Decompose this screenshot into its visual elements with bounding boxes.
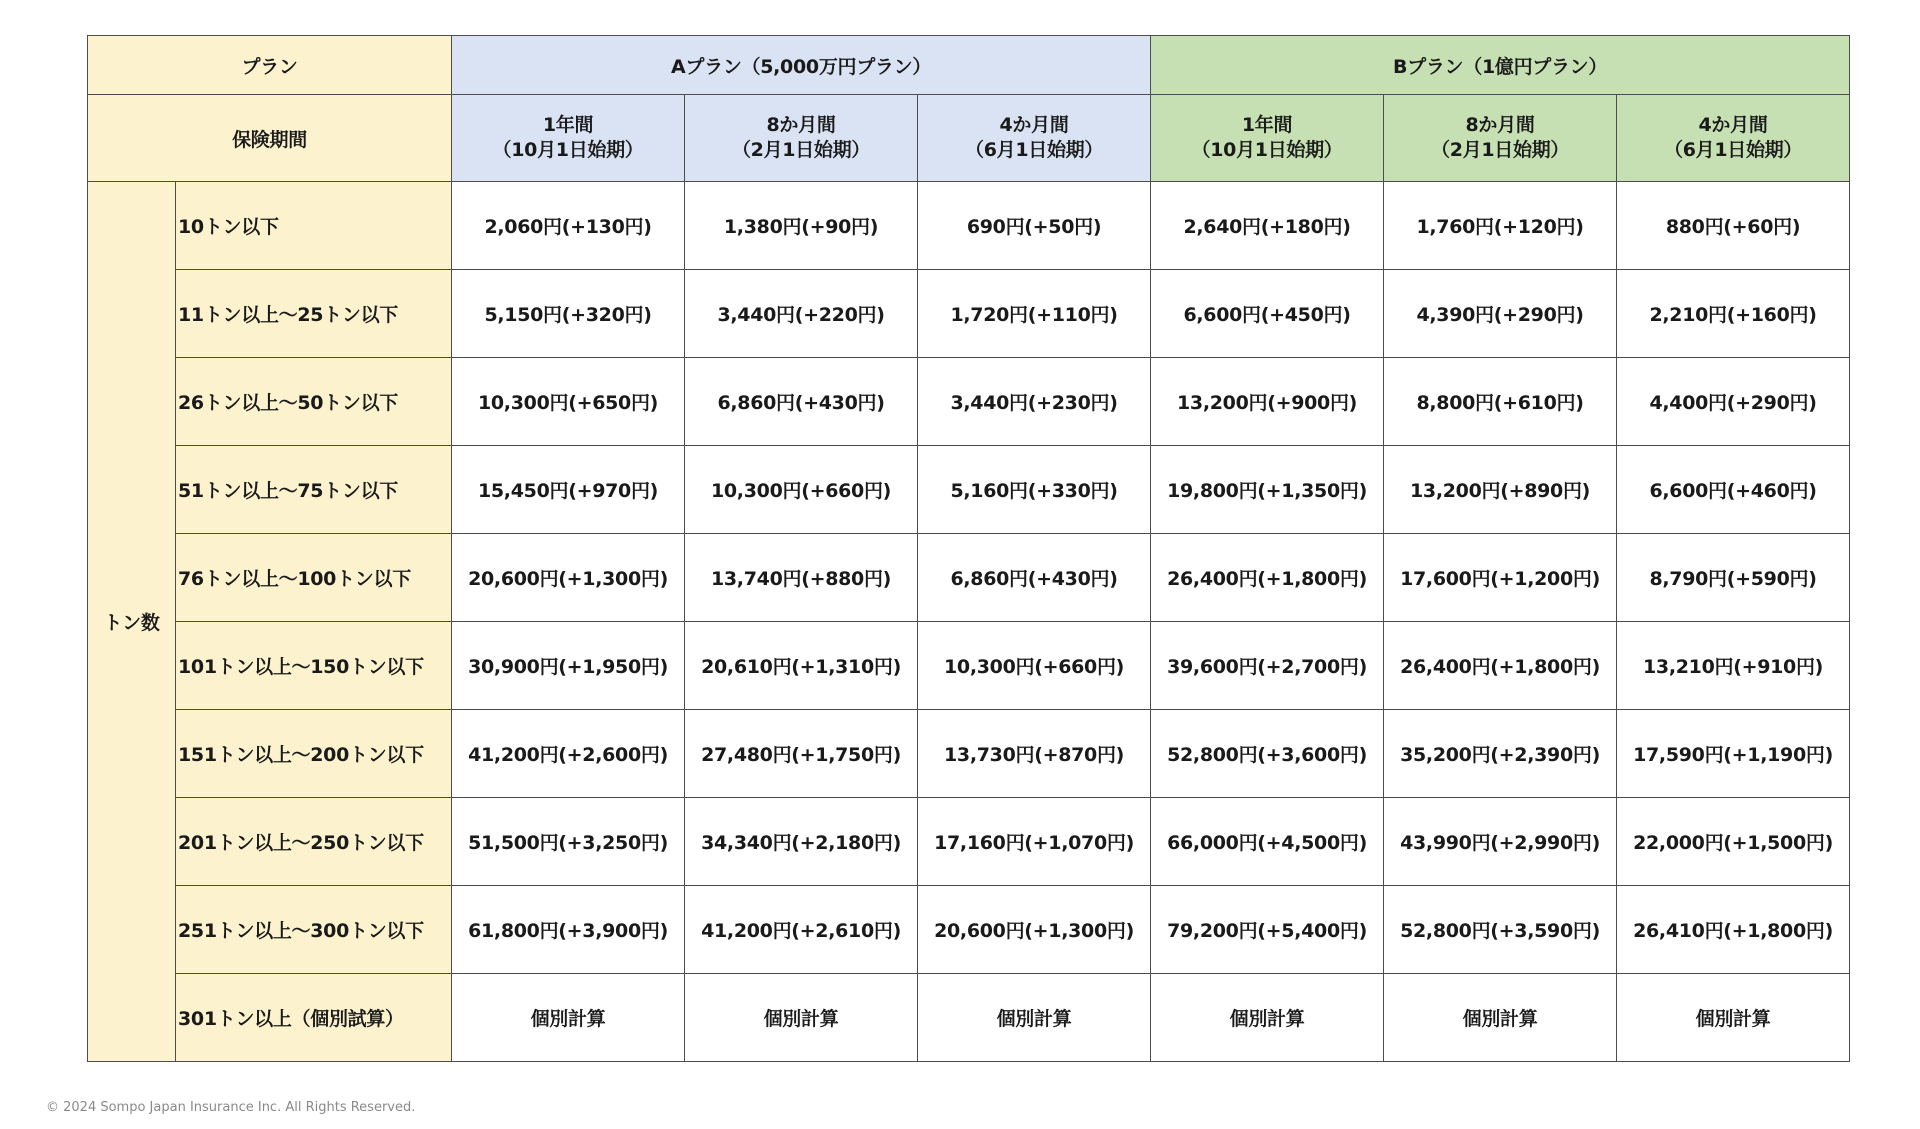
period-start: （2月1日始期） [731,139,871,161]
tonnage-range-label: 26トン以上～50トン以下 [176,358,452,446]
tonnage-range-label: 201トン以上～250トン以下 [176,798,452,886]
premium-cell: 51,500円(+3,250円) [452,798,685,886]
table-row [88,358,1850,446]
premium-cell: 26,400円(+1,800円) [1151,534,1384,622]
premium-cell: 個別計算 [1384,974,1617,1062]
period-start: （10月1日始期） [1191,139,1343,161]
plan-b-header: Bプラン（1億円プラン） [1151,36,1850,95]
tonnage-header-cell: トン数 [88,182,176,1062]
tonnage-range-label: 76トン以上～100トン以下 [176,534,452,622]
premium-cell: 13,730円(+870円) [918,710,1151,798]
tonnage-range-label: 11トン以上～25トン以下 [176,270,452,358]
period-duration: 1年間 [1241,114,1293,136]
period-duration: 4か月間 [999,114,1069,136]
premium-cell: 13,210円(+910円) [1617,622,1850,710]
premium-cell: 61,800円(+3,900円) [452,886,685,974]
premium-cell: 26,410円(+1,800円) [1617,886,1850,974]
table-row [88,886,1850,974]
period-header-cell: 保険期間 [88,95,452,182]
period-start: （6月1日始期） [965,139,1104,161]
premium-cell: 3,440円(+230円) [918,358,1151,446]
table-row [88,270,1850,358]
premium-cell: 個別計算 [452,974,685,1062]
plan-header-row [88,36,1850,95]
premium-cell: 79,200円(+5,400円) [1151,886,1384,974]
premium-cell: 1,760円(+120円) [1384,182,1617,270]
premium-cell: 20,600円(+1,300円) [918,886,1151,974]
premium-cell: 19,800円(+1,350円) [1151,446,1384,534]
period-header-row [88,95,1850,182]
tonnage-range-label: 101トン以上～150トン以下 [176,622,452,710]
table-row [88,622,1850,710]
premium-cell: 2,060円(+130円) [452,182,685,270]
premium-cell: 34,340円(+2,180円) [685,798,918,886]
tonnage-range-label: 10トン以下 [176,182,452,270]
period-start: （6月1日始期） [1664,139,1803,161]
copyright-notice: © 2024 Sompo Japan Insurance Inc. All Rights Reserved. [46,1100,416,1115]
premium-cell: 13,200円(+890円) [1384,446,1617,534]
premium-cell: 10,300円(+660円) [918,622,1151,710]
table-row [88,534,1850,622]
premium-cell: 15,450円(+970円) [452,446,685,534]
period-a-4months [918,95,1151,182]
premium-cell: 2,210円(+160円) [1617,270,1850,358]
premium-cell: 22,000円(+1,500円) [1617,798,1850,886]
premium-cell: 個別計算 [1151,974,1384,1062]
period-a-1year [452,95,685,182]
plan-a-header: Aプラン（5,000万円プラン） [452,36,1151,95]
premium-cell: 66,000円(+4,500円) [1151,798,1384,886]
premium-cell: 6,860円(+430円) [685,358,918,446]
premium-cell: 17,160円(+1,070円) [918,798,1151,886]
period-start: （2月1日始期） [1431,139,1570,161]
premium-cell: 17,590円(+1,190円) [1617,710,1850,798]
premium-cell: 13,200円(+900円) [1151,358,1384,446]
premium-cell: 39,600円(+2,700円) [1151,622,1384,710]
premium-cell: 10,300円(+660円) [685,446,918,534]
premium-cell: 20,600円(+1,300円) [452,534,685,622]
premium-cell: 1,380円(+90円) [685,182,918,270]
premium-cell: 41,200円(+2,610円) [685,886,918,974]
premium-cell: 個別計算 [1617,974,1850,1062]
premium-cell: 6,860円(+430円) [918,534,1151,622]
table-row [88,974,1850,1062]
period-b-8months [1384,95,1617,182]
premium-cell: 26,400円(+1,800円) [1384,622,1617,710]
tonnage-range-label: 51トン以上～75トン以下 [176,446,452,534]
premium-cell: 13,740円(+880円) [685,534,918,622]
premium-cell: 4,400円(+290円) [1617,358,1850,446]
tonnage-range-label: 301トン以上（個別試算） [176,974,452,1062]
premium-cell: 52,800円(+3,590円) [1384,886,1617,974]
period-duration: 4か月間 [1698,114,1768,136]
table-row [88,710,1850,798]
premium-cell: 35,200円(+2,390円) [1384,710,1617,798]
premium-cell: 6,600円(+460円) [1617,446,1850,534]
table-row [88,446,1850,534]
period-b-4months [1617,95,1850,182]
premium-cell: 個別計算 [918,974,1151,1062]
premium-cell: 3,440円(+220円) [685,270,918,358]
premium-cell: 690円(+50円) [918,182,1151,270]
premium-cell: 8,800円(+610円) [1384,358,1617,446]
period-duration: 1年間 [542,114,594,136]
plan-header-cell: プラン [88,36,452,95]
premium-cell: 30,900円(+1,950円) [452,622,685,710]
premium-cell: 6,600円(+450円) [1151,270,1384,358]
premium-cell: 52,800円(+3,600円) [1151,710,1384,798]
table-row [88,798,1850,886]
tonnage-range-label: 151トン以上～200トン以下 [176,710,452,798]
premium-cell: 20,610円(+1,310円) [685,622,918,710]
premium-cell: 10,300円(+650円) [452,358,685,446]
premium-cell: 43,990円(+2,990円) [1384,798,1617,886]
premium-cell: 4,390円(+290円) [1384,270,1617,358]
premium-cell: 個別計算 [685,974,918,1062]
premium-cell: 2,640円(+180円) [1151,182,1384,270]
tonnage-range-label: 251トン以上～300トン以下 [176,886,452,974]
table-row [88,182,1850,270]
premium-table [87,35,1850,1062]
period-a-8months [685,95,918,182]
premium-cell: 880円(+60円) [1617,182,1850,270]
premium-cell: 41,200円(+2,600円) [452,710,685,798]
period-b-1year [1151,95,1384,182]
premium-cell: 8,790円(+590円) [1617,534,1850,622]
period-duration: 8か月間 [766,114,836,136]
premium-cell: 5,150円(+320円) [452,270,685,358]
period-duration: 8か月間 [1465,114,1535,136]
period-start: （10月1日始期） [492,139,644,161]
premium-cell: 1,720円(+110円) [918,270,1151,358]
premium-cell: 27,480円(+1,750円) [685,710,918,798]
premium-cell: 5,160円(+330円) [918,446,1151,534]
premium-cell: 17,600円(+1,200円) [1384,534,1617,622]
